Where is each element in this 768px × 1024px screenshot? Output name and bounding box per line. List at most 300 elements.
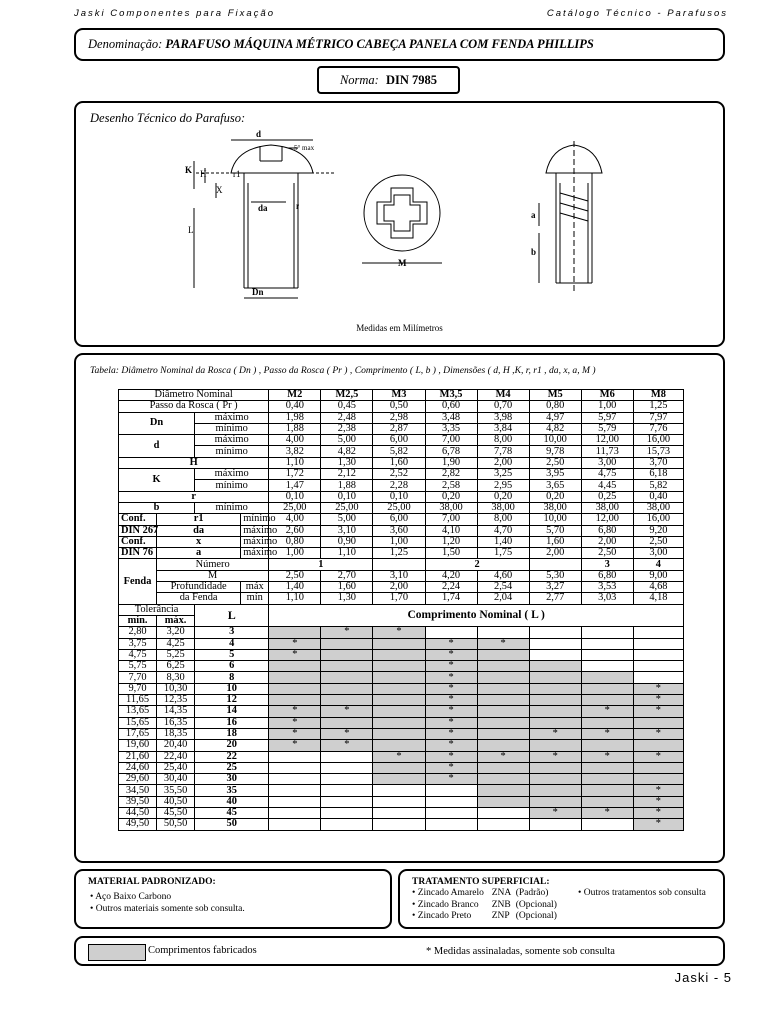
value-cell: 4,00 (269, 514, 321, 525)
consulta-cell: * (373, 627, 425, 638)
fabricado-cell (477, 683, 529, 694)
tolerance-max: 20,40 (157, 740, 195, 751)
tratamento-list (412, 888, 557, 923)
empty-cell (581, 649, 633, 660)
fabricado-cell (529, 661, 581, 672)
label-b: b (531, 247, 537, 257)
length-value: 40 (195, 796, 269, 807)
tolerance-min: 15,65 (119, 717, 157, 728)
consulta-cell: * (633, 796, 683, 807)
legend-consulta: * Medidas assinaladas, somente sob consulta (426, 946, 615, 957)
label-cell: H (119, 457, 269, 468)
value-cell: 1,40 (477, 536, 529, 547)
length-row (119, 728, 684, 739)
size-header-row (119, 390, 684, 401)
empty-cell (633, 672, 683, 683)
value-cell: 1,20 (425, 536, 477, 547)
consulta-cell: * (269, 717, 321, 728)
consulta-cell: * (425, 774, 477, 785)
label-X: X (216, 185, 223, 195)
value-cell: 3,48 (425, 412, 477, 423)
empty-cell (269, 762, 321, 773)
consulta-cell: * (425, 695, 477, 706)
empty-cell (321, 796, 373, 807)
label-cell: mínimo (241, 514, 269, 525)
value-cell: 2,00 (477, 457, 529, 468)
length-value: 6 (195, 661, 269, 672)
length-value: 12 (195, 695, 269, 706)
value-cell: 3,60 (373, 525, 425, 536)
fabricado-cell (633, 762, 683, 773)
empty-cell (269, 807, 321, 818)
value-cell: 2,38 (321, 423, 373, 434)
consulta-cell: * (425, 717, 477, 728)
label-angle: 5° max (294, 144, 315, 152)
consulta-cell: * (321, 740, 373, 751)
label-cell: Número (157, 559, 269, 570)
fabricado-cell (373, 728, 425, 739)
length-row (119, 649, 684, 660)
label-cell: Passo da Rosca ( Pr ) (119, 401, 269, 412)
label-cell: r (119, 491, 269, 502)
value-cell: 25,00 (269, 502, 321, 513)
tolerance-max: 25,40 (157, 762, 195, 773)
value-cell: 3,53 (581, 582, 633, 593)
label-cell: Conf. (119, 514, 157, 525)
empty-cell (581, 638, 633, 649)
value-cell: 10,00 (529, 514, 581, 525)
numero-row (119, 559, 684, 570)
length-row (119, 807, 684, 818)
label-cell: máx (241, 582, 269, 593)
tolerance-min: 21,60 (119, 751, 157, 762)
tolerance-max: 3,20 (157, 627, 195, 638)
length-row (119, 683, 684, 694)
value-cell: 2,87 (373, 423, 425, 434)
value-cell: 2,50 (269, 570, 321, 581)
empty-cell (529, 638, 581, 649)
value-cell: 5,70 (529, 525, 581, 536)
value-cell: 4,10 (425, 525, 477, 536)
tolerance-max: 10,30 (157, 683, 195, 694)
label-cell: DIN 76 (119, 548, 157, 559)
fabricado-cell (529, 774, 581, 785)
empty-cell (529, 627, 581, 638)
drawing-caption: Medidas em Milímetros (356, 323, 443, 333)
value-cell: 1,30 (321, 457, 373, 468)
value-cell: 2,28 (373, 480, 425, 491)
value-cell: 5,97 (581, 412, 633, 423)
fabricado-cell (321, 638, 373, 649)
label-cell: r1 (157, 514, 241, 525)
value-cell: 2,00 (529, 548, 581, 559)
legend-fabricados: Comprimentos fabricados (148, 945, 257, 956)
value-cell: 0,10 (321, 491, 373, 502)
label-cell: Profundidade (157, 582, 241, 593)
length-row (119, 785, 684, 796)
length-row (119, 762, 684, 773)
value-cell: 8,00 (477, 435, 529, 446)
length-value: 16 (195, 717, 269, 728)
empty-cell (529, 819, 581, 830)
value-cell: 2,24 (425, 582, 477, 593)
length-value: 30 (195, 774, 269, 785)
value-cell: 5,00 (321, 514, 373, 525)
empty-cell (373, 796, 425, 807)
fabricado-cell (529, 695, 581, 706)
value-cell: 0,40 (633, 491, 683, 502)
value-cell: 1,90 (425, 457, 477, 468)
length-row (119, 796, 684, 807)
fabricado-cell (373, 762, 425, 773)
label-r: r (296, 201, 299, 211)
value-cell: 9,78 (529, 446, 581, 457)
fabricado-cell (581, 740, 633, 751)
value-cell: 0,40 (269, 401, 321, 412)
value-cell: 4,18 (633, 593, 683, 604)
consulta-cell: * (425, 751, 477, 762)
label-H: H (200, 169, 207, 179)
value-cell: 6,00 (373, 435, 425, 446)
fabricado-cell (477, 661, 529, 672)
length-row (119, 740, 684, 751)
length-value: 14 (195, 706, 269, 717)
value-cell: 1,60 (321, 582, 373, 593)
fabricado-cell (581, 717, 633, 728)
value-cell: 1,88 (321, 480, 373, 491)
value-cell: 1,10 (269, 457, 321, 468)
label-cell: máximo (241, 525, 269, 536)
fabricado-cell (477, 717, 529, 728)
tratamento-box (398, 869, 725, 929)
fabricado-cell (373, 774, 425, 785)
value-cell: 1,75 (477, 548, 529, 559)
value-cell: 12,00 (581, 514, 633, 525)
fabricado-cell (529, 683, 581, 694)
value-cell: 4,60 (477, 570, 529, 581)
value-cell: 1 (269, 559, 373, 570)
value-cell: 2,50 (633, 536, 683, 547)
consulta-cell: * (269, 638, 321, 649)
value-cell: 1,25 (633, 401, 683, 412)
consulta-cell: * (425, 638, 477, 649)
empty-cell (269, 796, 321, 807)
value-cell: 4,75 (581, 469, 633, 480)
value-cell: M6 (581, 390, 633, 401)
tolerance-max: 30,40 (157, 774, 195, 785)
length-value: 50 (195, 819, 269, 830)
empty-cell (321, 751, 373, 762)
tolerance-min: 17,65 (119, 728, 157, 739)
norma-label: Norma: (339, 73, 379, 87)
value-cell: 7,76 (633, 423, 683, 434)
tolerance-min: 44,50 (119, 807, 157, 818)
tratamento-other: • Outros tratamentos sob consulta (578, 888, 706, 898)
tolerance-max: 18,35 (157, 728, 195, 739)
fabricado-cell (477, 740, 529, 751)
label-cell: mín. (119, 615, 157, 626)
empty-cell (581, 661, 633, 672)
length-row (119, 774, 684, 785)
value-cell: 0,90 (321, 536, 373, 547)
consulta-cell: * (633, 819, 683, 830)
fabricado-cell (633, 717, 683, 728)
material-list (90, 891, 245, 915)
value-cell: 6,80 (581, 525, 633, 536)
denominacao-value: PARAFUSO MÁQUINA MÉTRICO CABEÇA PANELA COM FENDA PHILLIPS (165, 37, 594, 51)
label-cell: mínimo (195, 502, 269, 513)
consulta-cell: * (633, 706, 683, 717)
value-cell: 5,82 (373, 446, 425, 457)
value-cell: 1,40 (269, 582, 321, 593)
fabricado-cell (529, 762, 581, 773)
length-value: 25 (195, 762, 269, 773)
value-cell: 1,88 (269, 423, 321, 434)
page-number: Jaski - 5 (674, 970, 732, 985)
value-cell: 7,78 (477, 446, 529, 457)
label-cell: Fenda (119, 559, 157, 604)
fabricado-cell (581, 672, 633, 683)
length-value: 20 (195, 740, 269, 751)
value-cell: 1,00 (269, 548, 321, 559)
value-cell: 5,82 (633, 480, 683, 491)
fabricado-cell (321, 717, 373, 728)
tratamento-item: • Zincado Preto ZNP (Opcional) (412, 911, 557, 921)
tolerance-min: 39,50 (119, 796, 157, 807)
consulta-cell: * (425, 683, 477, 694)
value-cell: 10,00 (529, 435, 581, 446)
value-cell: 4 (633, 559, 683, 570)
fabricado-cell (269, 672, 321, 683)
d-max-row (119, 435, 684, 446)
fabricado-cell (321, 661, 373, 672)
value-cell: 3,25 (477, 469, 529, 480)
tratamento-item: • Zincado Amarelo ZNA (Padrão) (412, 888, 549, 898)
fabricado-cell (477, 774, 529, 785)
value-cell: 4,68 (633, 582, 683, 593)
value-cell: 1,00 (581, 401, 633, 412)
value-cell: 2,54 (477, 582, 529, 593)
fabricado-cell (477, 762, 529, 773)
value-cell: 0,70 (477, 401, 529, 412)
a-row (119, 548, 684, 559)
label-cell: mínimo (195, 446, 269, 457)
value-cell: 4,20 (425, 570, 477, 581)
empty-cell (581, 627, 633, 638)
empty-cell (633, 661, 683, 672)
value-cell: 3,10 (373, 570, 425, 581)
value-cell: 2,52 (373, 469, 425, 480)
empty-cell (373, 807, 425, 818)
tolerance-min: 11,65 (119, 695, 157, 706)
value-cell: 3,27 (529, 582, 581, 593)
value-cell: 0,50 (373, 401, 425, 412)
value-cell: M8 (633, 390, 683, 401)
consulta-cell: * (477, 751, 529, 762)
label-cell: Dn (119, 412, 195, 435)
value-cell: 2,82 (425, 469, 477, 480)
technical-drawing-box (74, 101, 725, 347)
consulta-cell: * (425, 762, 477, 773)
company-header: Jaski Componentes para Fixação (74, 8, 275, 19)
fabricado-swatch (88, 944, 146, 961)
material-title: MATERIAL PADRONIZADO: (88, 877, 216, 887)
da-row (119, 525, 684, 536)
value-cell: 16,00 (633, 514, 683, 525)
value-cell: 3,65 (529, 480, 581, 491)
consulta-cell: * (425, 649, 477, 660)
value-cell: 6,78 (425, 446, 477, 457)
tolerance-max: 40,50 (157, 796, 195, 807)
value-cell: 3,35 (425, 423, 477, 434)
value-cell: 6,00 (373, 514, 425, 525)
label-K: K (185, 165, 193, 175)
value-cell: 0,45 (321, 401, 373, 412)
value-cell: M2,5 (321, 390, 373, 401)
consulta-cell: * (269, 740, 321, 751)
fabricado-cell (581, 785, 633, 796)
empty-cell (425, 627, 477, 638)
label-cell: DIN 267 (119, 525, 157, 536)
value-cell: 3,70 (633, 457, 683, 468)
screw-drawing (76, 103, 723, 345)
value-cell: M2 (269, 390, 321, 401)
empty-cell (633, 649, 683, 660)
value-cell: 3 (581, 559, 633, 570)
value-cell: 2,12 (321, 469, 373, 480)
empty-cell (581, 819, 633, 830)
fabricado-cell (581, 695, 633, 706)
value-cell: 3,84 (477, 423, 529, 434)
tolerance-min: 34,50 (119, 785, 157, 796)
label-cell: da (157, 525, 241, 536)
value-cell: 2,50 (529, 457, 581, 468)
value-cell: 0,20 (477, 491, 529, 502)
label-d: d (256, 129, 262, 139)
fabricado-cell (477, 706, 529, 717)
fabricado-cell (581, 774, 633, 785)
label-cell: M (157, 570, 269, 581)
empty-cell (373, 819, 425, 830)
length-value: 10 (195, 683, 269, 694)
value-cell: M3 (373, 390, 425, 401)
fabricado-cell (529, 717, 581, 728)
label-cell: da Fenda (157, 593, 241, 604)
consulta-cell: * (321, 706, 373, 717)
length-value: 18 (195, 728, 269, 739)
label-cell: Diâmetro Nominal (119, 390, 269, 401)
fabricado-cell (529, 785, 581, 796)
value-cell: 1,60 (373, 457, 425, 468)
consulta-cell: * (633, 807, 683, 818)
tolerance-max: 14,35 (157, 706, 195, 717)
value-cell: 2 (425, 559, 529, 570)
fabricado-cell (529, 672, 581, 683)
k-min-row (119, 480, 684, 491)
value-cell: 3,82 (269, 446, 321, 457)
consulta-cell: * (321, 627, 373, 638)
value-cell: 38,00 (477, 502, 529, 513)
tolerance-max: 8,30 (157, 672, 195, 683)
value-cell: 2,50 (581, 548, 633, 559)
label-cell: máx. (157, 615, 195, 626)
value-cell: 7,00 (425, 514, 477, 525)
x-row (119, 536, 684, 547)
length-row (119, 638, 684, 649)
specification-table (118, 389, 684, 831)
tolerance-max: 16,35 (157, 717, 195, 728)
value-cell: 0,25 (581, 491, 633, 502)
label-cell: máximo (195, 435, 269, 446)
consulta-cell: * (581, 706, 633, 717)
dn-min-row (119, 423, 684, 434)
value-cell: 25,00 (321, 502, 373, 513)
tolerance-min: 5,75 (119, 661, 157, 672)
empty-cell (477, 807, 529, 818)
length-row (119, 751, 684, 762)
value-cell: 4,00 (269, 435, 321, 446)
r-row (119, 491, 684, 502)
value-cell: 6,80 (581, 570, 633, 581)
fabricado-cell (269, 627, 321, 638)
length-value: 35 (195, 785, 269, 796)
value-cell: 7,97 (633, 412, 683, 423)
tolerance-min: 7,70 (119, 672, 157, 683)
value-cell: 1,47 (269, 480, 321, 491)
empty-cell (269, 774, 321, 785)
value-cell: M5 (529, 390, 581, 401)
length-row (119, 672, 684, 683)
consulta-cell: * (633, 695, 683, 706)
consulta-cell: * (633, 785, 683, 796)
label-cell: máximo (195, 469, 269, 480)
m-row (119, 570, 684, 581)
empty-cell (321, 774, 373, 785)
label-cell: máximo (241, 536, 269, 547)
fabricado-cell (581, 683, 633, 694)
fabricado-cell (321, 649, 373, 660)
consulta-cell: * (321, 728, 373, 739)
value-cell: 12,00 (581, 435, 633, 446)
value-cell: 5,00 (321, 435, 373, 446)
value-cell: 0,80 (529, 401, 581, 412)
label-cell: mínimo (195, 480, 269, 491)
value-cell: 3,98 (477, 412, 529, 423)
tolerance-max: 45,50 (157, 807, 195, 818)
label-cell: máximo (195, 412, 269, 423)
empty-cell (477, 627, 529, 638)
value-cell: 1,00 (373, 536, 425, 547)
value-cell: 2,48 (321, 412, 373, 423)
value-cell: 0,20 (425, 491, 477, 502)
fabricado-cell (373, 661, 425, 672)
tolerance-min: 4,75 (119, 649, 157, 660)
consulta-cell: * (529, 751, 581, 762)
tolerance-min: 13,65 (119, 706, 157, 717)
fabricado-cell (373, 717, 425, 728)
length-value: 45 (195, 807, 269, 818)
length-value: 3 (195, 627, 269, 638)
label-r1: r1 (233, 169, 241, 179)
value-cell: 9,20 (633, 525, 683, 536)
length-value: 4 (195, 638, 269, 649)
value-cell: M4 (477, 390, 529, 401)
value-cell: 0,10 (373, 491, 425, 502)
consulta-cell: * (477, 638, 529, 649)
empty-cell (321, 807, 373, 818)
value-cell: 3,00 (581, 457, 633, 468)
consulta-cell: * (633, 751, 683, 762)
